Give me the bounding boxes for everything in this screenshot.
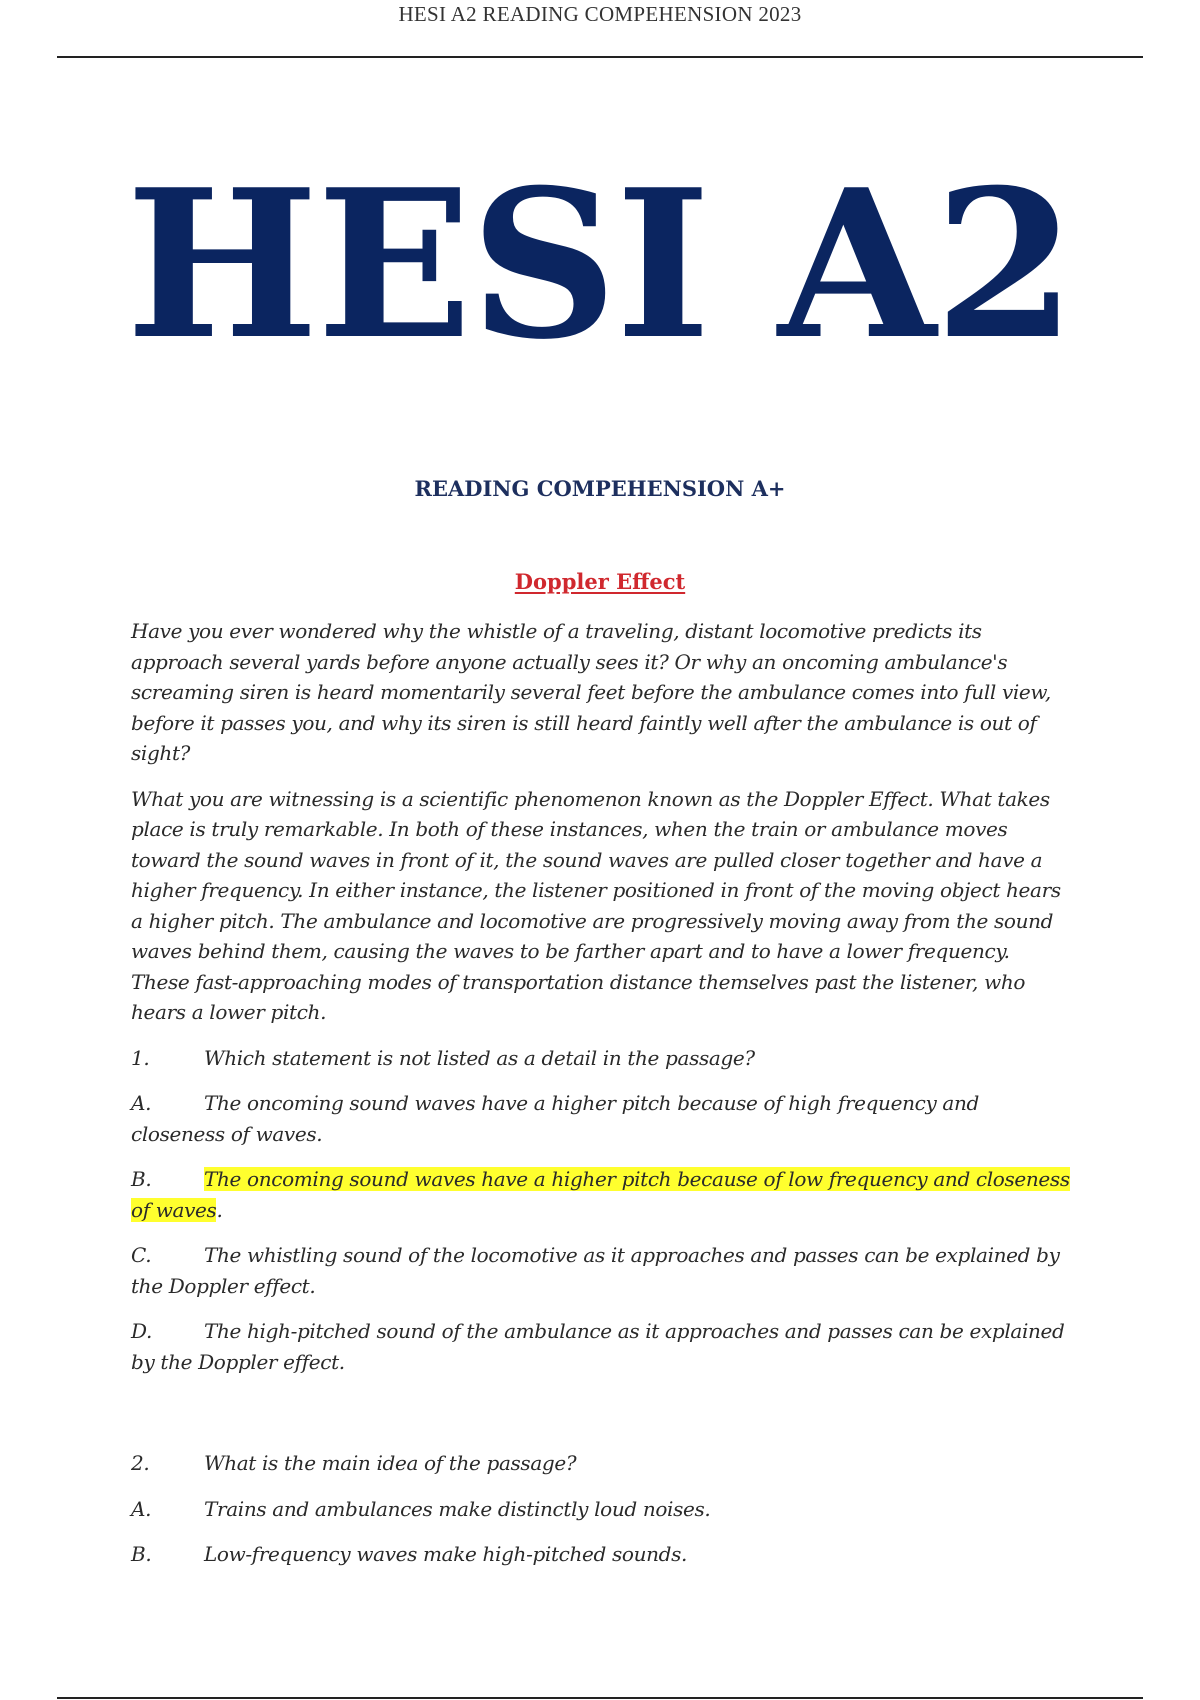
option-letter: D. <box>131 1319 152 1343</box>
answer-option-highlighted <box>131 1164 1073 1225</box>
highlighted-option-text: The oncoming sound waves have a higher pitch because of low frequency and closeness of waves <box>131 1167 1070 1222</box>
document-body <box>131 616 1073 1585</box>
passage-title: Doppler Effect <box>514 569 686 594</box>
option-text: The whistling sound of the locomotive as it approaches and passes can be explained by the Doppler effect. <box>131 1243 1060 1298</box>
question-number: 2. <box>131 1451 150 1475</box>
cover-title: HESI A2 <box>125 145 1075 385</box>
running-header: HESI A2 READING COMPEHENSION 2023 <box>398 2 802 26</box>
option-letter: A. <box>131 1091 152 1115</box>
answer-option <box>131 1240 1073 1301</box>
question-text: Which statement is not listed as a detail in the passage? <box>204 1045 755 1070</box>
option-letter: C. <box>131 1243 152 1267</box>
cover-subtitle: READING COMPEHENSION A+ <box>414 476 786 501</box>
answer-option <box>131 1088 1073 1149</box>
option-letter: B. <box>131 1167 152 1191</box>
footer-divider <box>57 1697 1143 1699</box>
question-1 <box>131 1043 1073 1074</box>
option-letter: B. <box>131 1542 152 1566</box>
answer-option <box>131 1494 1073 1525</box>
answer-option <box>131 1539 1073 1570</box>
question-2 <box>131 1448 1073 1479</box>
option-text: The oncoming sound waves have a higher pitch because of high frequency and closeness of waves. <box>131 1091 979 1146</box>
option-trailing: . <box>216 1197 223 1222</box>
question-text: What is the main idea of the passage? <box>204 1451 577 1475</box>
question-number: 1. <box>131 1045 150 1070</box>
option-text: The high-pitched sound of the ambulance as it approaches and passes can be explained by the Doppler effect. <box>131 1319 1065 1374</box>
option-text: Trains and ambulances make distinctly loud noises. <box>204 1496 711 1521</box>
passage-paragraph: Have you ever wondered why the whistle of a traveling, distant locomotive predicts its approach several yards before anyone actually sees it? Or why an oncoming ambulance's screaming siren is heard momentarily several feet before the ambulance comes into full view, before it passes you, and why its siren is still heard faintly well after the ambulance is out of sight? <box>131 619 1051 765</box>
passage-paragraph: What you are witnessing is a scientific phenomenon known as the Doppler Effect. What takes place is truly remarkable. In both of these instances, when the train or ambulance moves toward the sound waves in front of it, the sound waves are pulled closer together and have a higher frequency. In either instance, the listener positioned in front of the moving object hears a higher pitch. The ambulance and locomotive are progressively moving away from the sound waves behind them, causing the waves to be farther apart and to have a lower frequency. These fast-approaching modes of transportation distance themselves past the listener, who hears a lower pitch. <box>131 786 1061 1024</box>
spacer <box>131 1392 1073 1448</box>
answer-option <box>131 1316 1073 1377</box>
header-divider <box>57 56 1143 58</box>
option-letter: A. <box>131 1496 152 1521</box>
option-text: Low-frequency waves make high-pitched sounds. <box>204 1542 688 1566</box>
